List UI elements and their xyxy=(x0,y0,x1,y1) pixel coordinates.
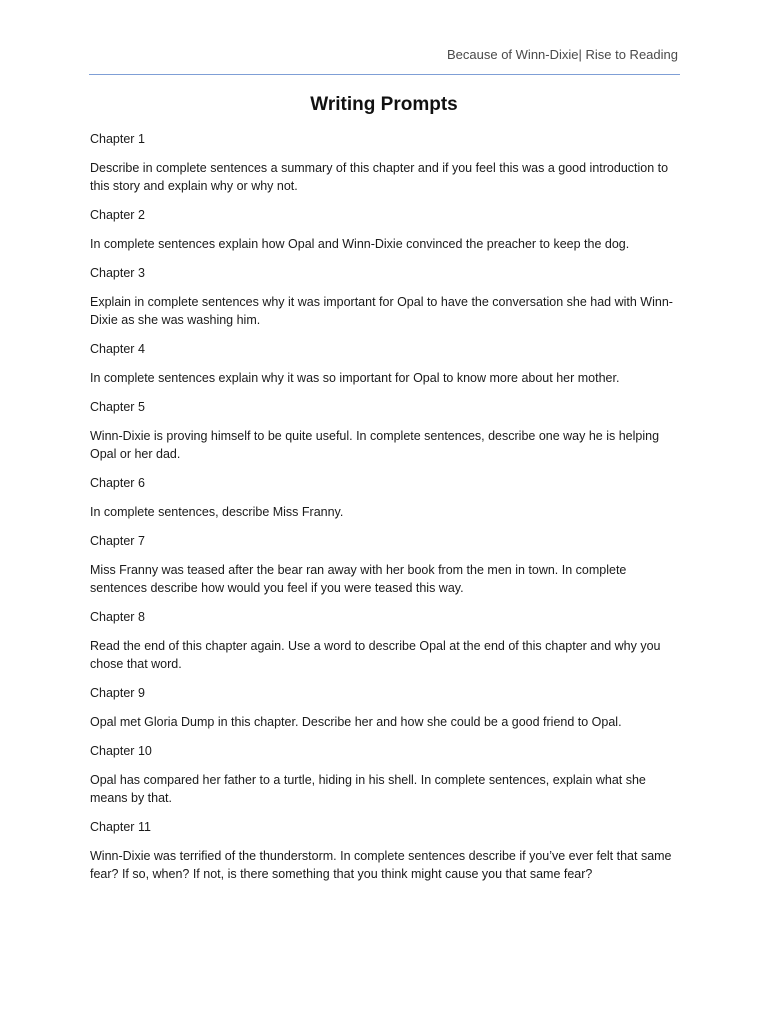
chapter-prompt: Explain in complete sentences why it was important for Opal to have the conversation she had with Winn-Dixie as she was washing him. xyxy=(90,295,673,327)
chapter-prompt: Winn-Dixie is proving himself to be quite useful. In complete sentences, describe one way he is helping Opal or her dad. xyxy=(90,429,660,461)
chapter-heading: Chapter 2 xyxy=(90,208,145,222)
section-chapter-11 xyxy=(90,818,680,883)
page-title: Writing Prompts xyxy=(310,94,458,115)
section-chapter-7 xyxy=(90,532,680,597)
section-chapter-4 xyxy=(90,340,680,387)
chapter-heading: Chapter 7 xyxy=(90,534,145,548)
chapter-heading: Chapter 6 xyxy=(90,476,145,490)
chapter-prompt: Opal met Gloria Dump in this chapter. Describe her and how she could be a good friend to Opal. xyxy=(90,715,622,729)
chapter-heading: Chapter 10 xyxy=(90,744,152,758)
chapter-heading: Chapter 3 xyxy=(90,266,145,280)
header-divider xyxy=(89,74,680,75)
prompts-list xyxy=(90,130,680,894)
chapter-prompt: Read the end of this chapter again. Use a word to describe Opal at the end of this chapter and why you chose that word. xyxy=(90,639,661,671)
chapter-prompt: In complete sentences, describe Miss Franny. xyxy=(90,505,344,519)
chapter-prompt: Winn-Dixie was terrified of the thunderstorm. In complete sentences describe if you’ve ever felt that same fear? If so, when? If not, is there something that you think might cause you that same fear? xyxy=(90,849,672,881)
chapter-prompt: Describe in complete sentences a summary of this chapter and if you feel this was a good introduction to this story and explain why or why not. xyxy=(90,161,669,193)
chapter-heading: Chapter 5 xyxy=(90,400,145,414)
section-chapter-6 xyxy=(90,474,680,521)
running-header: Because of Winn-Dixie| Rise to Reading xyxy=(447,47,678,62)
chapter-prompt: Opal has compared her father to a turtle, hiding in his shell. In complete sentences, explain what she means by that. xyxy=(90,773,646,805)
section-chapter-2 xyxy=(90,206,680,253)
chapter-heading: Chapter 8 xyxy=(90,610,145,624)
section-chapter-3 xyxy=(90,264,680,329)
section-chapter-10 xyxy=(90,742,680,807)
section-chapter-9 xyxy=(90,684,680,731)
section-chapter-5 xyxy=(90,398,680,463)
chapter-heading: Chapter 4 xyxy=(90,342,145,356)
chapter-heading: Chapter 9 xyxy=(90,686,145,700)
chapter-prompt: In complete sentences explain why it was so important for Opal to know more about her mother. xyxy=(90,371,620,385)
chapter-heading: Chapter 1 xyxy=(90,132,145,146)
chapter-heading: Chapter 11 xyxy=(90,820,151,834)
chapter-prompt: In complete sentences explain how Opal and Winn-Dixie convinced the preacher to keep the dog. xyxy=(90,237,630,251)
section-chapter-1 xyxy=(90,130,680,195)
chapter-prompt: Miss Franny was teased after the bear ran away with her book from the men in town. In complete sentences describe how would you feel if you were teased this way. xyxy=(90,563,627,595)
section-chapter-8 xyxy=(90,608,680,673)
